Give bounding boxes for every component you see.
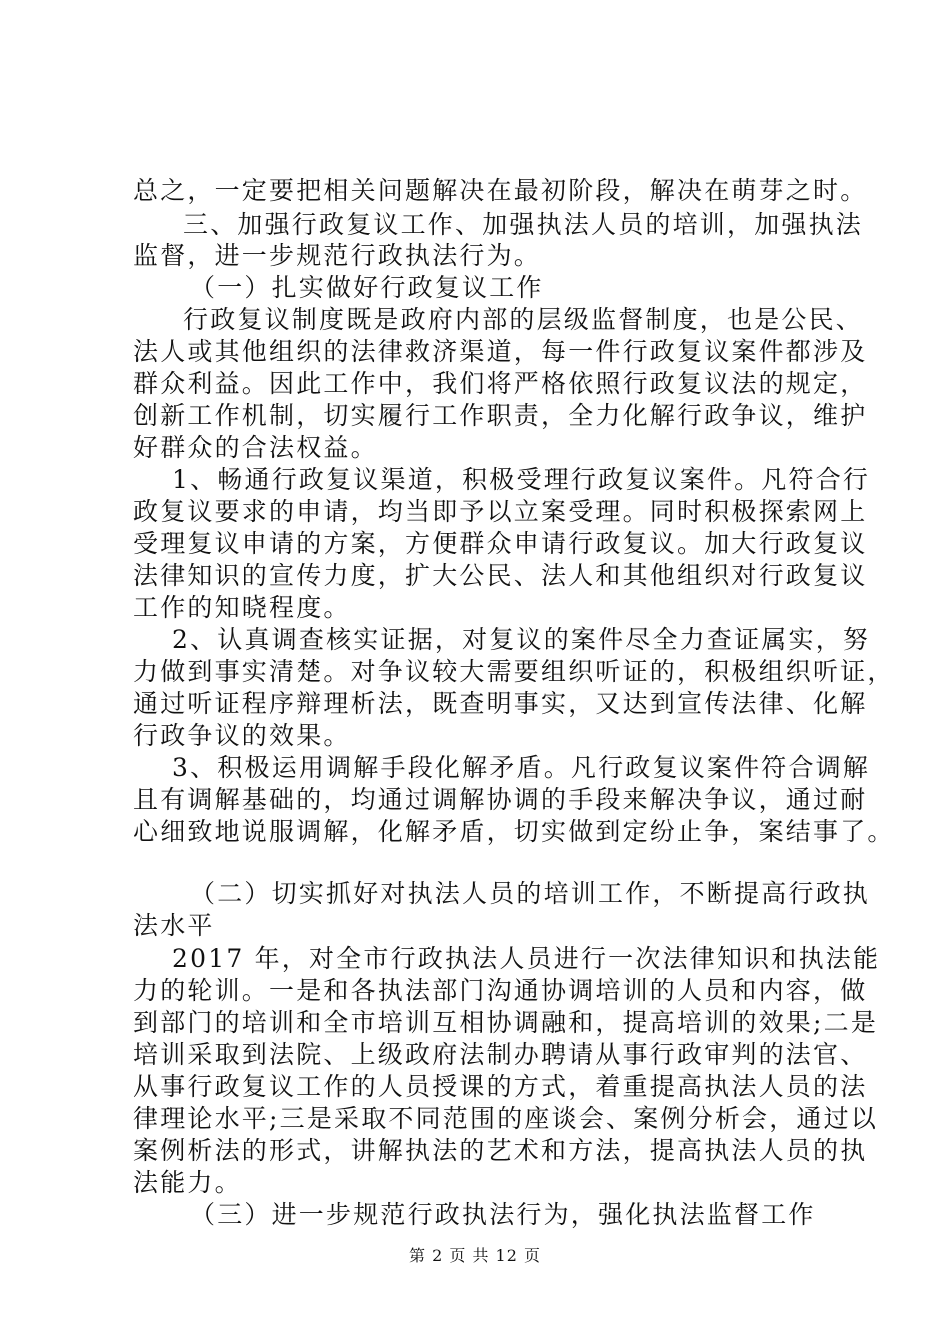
text-line: 心细致地说服调解，化解矛盾，切实做到定纷止争，案结事了。 (133, 817, 895, 846)
text-line: 创新工作机制，切实履行工作职责，全力化解行政争议，维护 (133, 401, 868, 430)
text-line: 培训采取到法院、上级政府法制办聘请从事行政审判的法官、 (133, 1040, 868, 1069)
text-line: 工作的知晓程度。 (133, 593, 351, 622)
text-line: 监督，进一步规范行政执法行为。 (133, 241, 542, 270)
text-line: 力的轮训。一是和各执法部门沟通协调培训的人员和内容，做 (133, 976, 868, 1005)
subsection-heading: （一）扎实做好行政复议工作 (190, 273, 544, 302)
text-line: 法水平 (133, 911, 215, 940)
text-line: 政复议要求的申请，均当即予以立案受理。同时积极探索网上 (133, 497, 868, 526)
text-line: 总之，一定要把相关问题解决在最初阶段，解决在萌芽之时。 (133, 176, 868, 205)
text-line: 法人或其他组织的法律救济渠道，每一件行政复议案件都涉及 (133, 337, 868, 366)
list-item-2: 2、认真调查核实证据，对复议的案件尽全力查证属实，努 (172, 625, 871, 654)
text-line: 法律知识的宣传力度，扩大公民、法人和其他组织对行政复议 (133, 561, 868, 590)
text-line: 好群众的合法权益。 (133, 433, 378, 462)
text-line: 案例析法的形式，讲解执法的艺术和方法，提高执法人员的执 (133, 1136, 868, 1165)
text-line: 到部门的培训和全市培训互相协调融和，提高培训的效果;二是 (133, 1008, 879, 1037)
subsection-heading: （三）进一步规范行政执法行为，强化执法监督工作 (190, 1200, 816, 1229)
text-line: 律理论水平;三是采取不同范围的座谈会、案例分析会，通过以 (133, 1104, 879, 1133)
text-line: 受理复议申请的方案，方便群众申请行政复议。加大行政复议 (133, 529, 868, 558)
list-item-1: 1、畅通行政复议渠道，积极受理行政复议案件。凡符合行 (172, 465, 871, 494)
text-line: 从事行政复议工作的人员授课的方式，着重提高执法人员的法 (133, 1072, 868, 1101)
section-heading: 三、加强行政复议工作、加强执法人员的培训，加强执法 (183, 210, 864, 239)
text-line: 法能力。 (133, 1168, 242, 1197)
list-item-3: 3、积极运用调解手段化解矛盾。凡行政复议案件符合调解 (172, 753, 871, 782)
text-line: 通过听证程序辩理析法，既查明事实，又达到宣传法律、化解 (133, 689, 868, 718)
text-line: 行政争议的效果。 (133, 721, 351, 750)
subsection-heading: （二）切实抓好对执法人员的培训工作，不断提高行政执 (190, 879, 871, 908)
text-line: 行政复议制度既是政府内部的层级监督制度，也是公民、 (183, 305, 864, 334)
text-line: 群众利益。因此工作中，我们将严格依照行政复议法的规定， (133, 369, 868, 398)
text-line: 2017 年，对全市行政执法人员进行一次法律知识和执法能 (172, 944, 881, 973)
text-line: 力做到事实清楚。对争议较大需要组织听证的，积极组织听证， (133, 657, 895, 686)
text-line: 且有调解基础的，均通过调解协调的手段来解决争议，通过耐 (133, 785, 868, 814)
page-footer: 第 2 页 共 12 页 (409, 1246, 541, 1265)
